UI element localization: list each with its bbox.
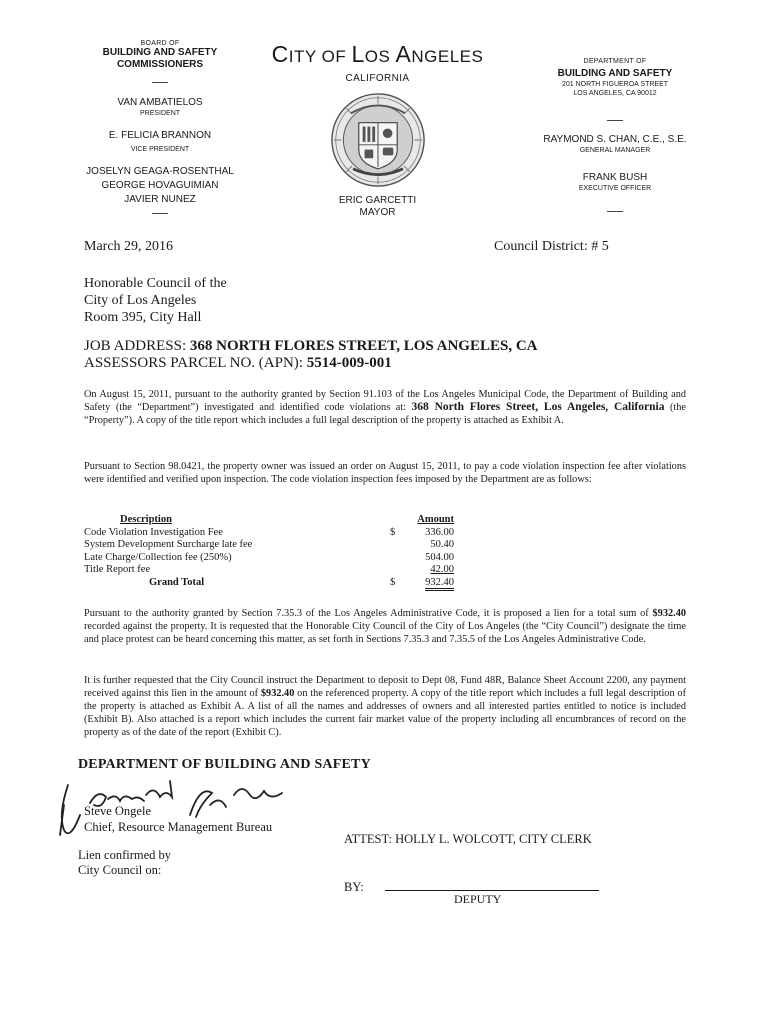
department-name: BUILDING AND SAFETY [557, 68, 673, 79]
divider [607, 120, 623, 121]
state-label: CALIFORNIA [345, 73, 410, 84]
lien-confirmed-line: Lien confirmed by [78, 848, 172, 862]
president-name: VAN AMBATIELOS [117, 97, 203, 108]
letterhead-board [60, 40, 260, 223]
attest-line: ATTEST: HOLLY L. WOLCOTT, CITY CLERK [344, 832, 592, 846]
apn-value: 5514-009-001 [306, 355, 392, 371]
fee-table-header [84, 514, 454, 527]
mayor-title: MAYOR [359, 207, 396, 218]
lien-amount: $932.40 [260, 688, 295, 699]
council-district: Council District: # 5 [494, 239, 609, 254]
signer-name: Steve Ongele [84, 804, 151, 818]
board-line-1: BUILDING AND SAFETY [102, 47, 218, 58]
lien-amount: $932.40 [652, 608, 686, 619]
department-of-label: DEPARTMENT OF [583, 58, 647, 65]
paragraph-lien-proposal: Pursuant to the authority granted by Section 7.35.3 of the Los Angeles Administrative Code, it is proposed a lien for a total sum of $932.40 recorded against the property. It is requested that the Honorable City Council of the City of Los Angeles (the “City Council”) designate the time and place protest can be heard concerning this matter, as set forth in Sections 7.35.3 and 7.35.5 of the Los Angeles Administrative Code. [84, 608, 686, 645]
department-address-1: 201 NORTH FIGUEROA STREET [561, 81, 669, 88]
city-seal-icon [330, 92, 426, 188]
vice-president-name: E. FELICIA BRANNON [108, 130, 212, 141]
board-member: JAVIER NUNEZ [124, 194, 196, 205]
board-members [60, 165, 260, 207]
signer-block [84, 803, 272, 835]
job-address-value: 368 NORTH FLORES STREET, LOS ANGELES, CA [189, 338, 538, 354]
divider [607, 211, 623, 212]
fee-description: Title Report fee [84, 564, 151, 576]
board-of-label: BOARD OF [140, 40, 180, 47]
table-row-total [84, 577, 454, 590]
general-manager-name: RAYMOND S. CHAN, C.E., S.E. [543, 134, 687, 145]
board-line-2: COMMISSIONERS [116, 59, 204, 70]
table-row [84, 552, 454, 565]
divider [152, 82, 168, 83]
fee-description: Late Charge/Collection fee (250%) [84, 551, 232, 563]
paragraph-investigation: On August 15, 2011, pursuant to the authority granted by Section 91.103 of the Los Angeles Municipal Code, the Department of Building and Safety (the “Department”) investigated and identified code violations at: 368 North Flores Street, Los Angeles, California (the “Property”). A copy of the title report which includes a full legal description of the property is attached as Exhibit A. [84, 389, 686, 426]
header-amount: Amount [417, 514, 454, 525]
letter-date: March 29, 2016 [84, 239, 174, 254]
fee-amount: 504.00 [425, 551, 454, 563]
by-label: BY: [344, 880, 364, 894]
job-address [84, 338, 538, 355]
apn-label: ASSESSORS PARCEL NO. (APN): [84, 355, 307, 371]
president-title: PRESIDENT [139, 110, 181, 117]
fee-amount: 42.00 [430, 564, 454, 576]
board-member: GEORGE HOVAGUIMIAN [101, 180, 219, 191]
lien-confirmed-block [78, 848, 171, 878]
table-row [84, 564, 454, 577]
table-row [84, 527, 454, 540]
mayor-name: ERIC GARCETTI [338, 195, 417, 206]
lien-confirmed-line: City Council on: [78, 863, 162, 877]
board-member: JOSELYN GEAGA-ROSENTHAL [86, 166, 234, 177]
header-description: Description [120, 514, 172, 525]
fee-amount: 336.00 [425, 526, 454, 538]
deputy-label: DEPUTY [454, 892, 502, 906]
table-row [84, 539, 454, 552]
apn [84, 355, 538, 372]
grand-total-amount: 932.40 [425, 577, 454, 591]
signer-title: Chief, Resource Management Bureau [84, 820, 273, 834]
addressee-line: City of Los Angeles [84, 293, 197, 308]
divider [152, 213, 168, 214]
fee-description: System Development Surcharge late fee [84, 539, 253, 551]
department-address-2: LOS ANGELES, CA 90012 [573, 90, 657, 97]
vice-president-title: VICE PRESIDENT [130, 146, 190, 153]
letterhead-department [520, 58, 710, 221]
grand-total-label: Grand Total [149, 576, 205, 588]
fee-amount: 50.40 [430, 539, 454, 551]
deputy-signature-line [385, 890, 599, 891]
job-address-block [84, 338, 538, 372]
dollar-sign: $ [390, 576, 396, 588]
addressee-block [84, 275, 227, 326]
addressee-line: Room 395, City Hall [84, 310, 202, 325]
addressee-line: Honorable Council of the [84, 276, 227, 291]
fee-table [84, 514, 454, 590]
letterhead-city [265, 40, 490, 219]
fee-description: Code Violation Investigation Fee [84, 526, 223, 538]
general-manager-title: GENERAL MANAGER [579, 147, 651, 154]
paragraph-fee-order: Pursuant to Section 98.0421, the property owner was issued an order on August 15, 2011, to pay a code violation inspection fee after violations were identified and verified upon inspection. The code violation inspection fees imposed by the Department are as follows: [84, 461, 686, 485]
dollar-sign: $ [390, 526, 396, 538]
department-signature-heading: DEPARTMENT OF BUILDING AND SAFETY [78, 757, 371, 772]
executive-officer-name: FRANK BUSH [582, 172, 648, 183]
property-address: 368 North Flores Street, Los Angeles, California [411, 401, 665, 413]
city-title: CITY OF LOS ANGELES [271, 41, 484, 67]
executive-officer-title: EXECUTIVE OFFICER [578, 185, 652, 192]
paragraph-deposit-request: It is further requested that the City Council instruct the Department to deposit to Dept 08, Fund 48R, Balance Sheet Account 2200, any payment received against this lien in the amount of $932.40 on the referenced property. A copy of the title report which includes a full legal description of the property is attached as Exhibit A. A list of all the names and addresses of owners and all interested parties entitled to notice is included (Exhibit B). Also attached is a report which includes the current fair market value of the property including all encumbrances of record on the property as of the date of the report (Exhibit C). [84, 675, 686, 738]
job-address-label: JOB ADDRESS: [84, 338, 190, 354]
